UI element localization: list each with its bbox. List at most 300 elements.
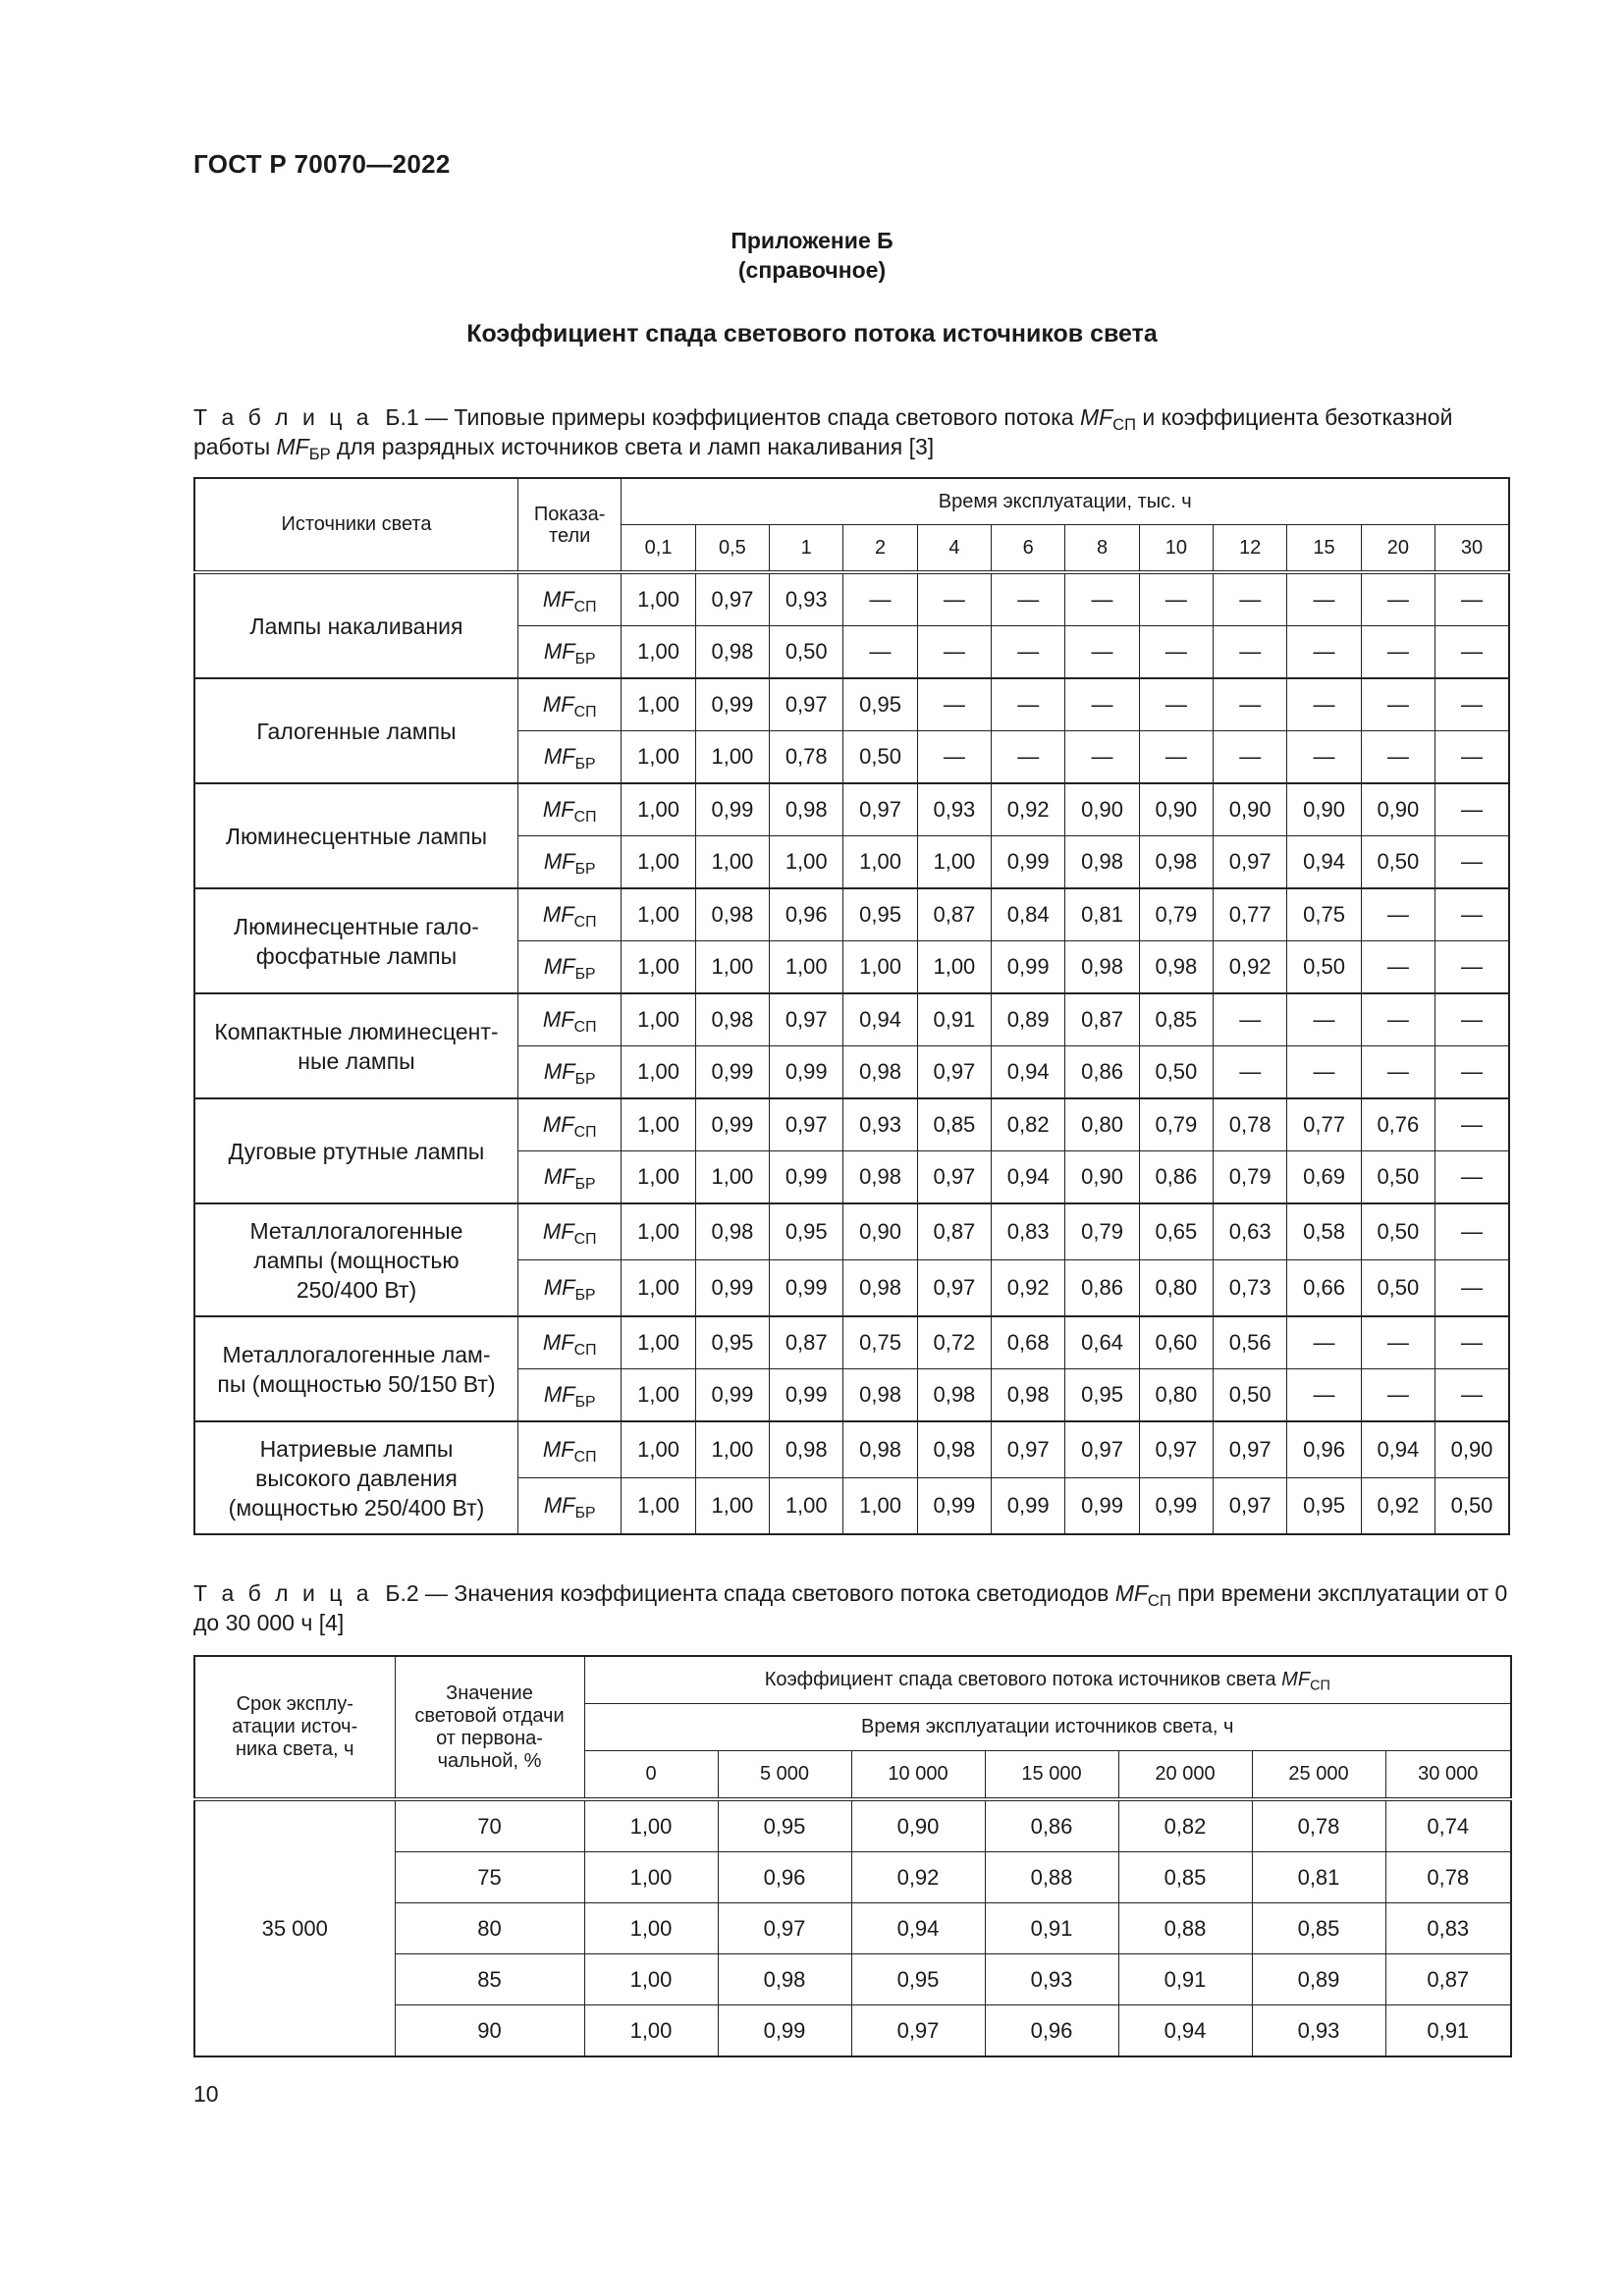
- value-cell: 0,98: [843, 1369, 917, 1422]
- value-cell: 0,50: [1361, 1151, 1435, 1204]
- value-cell: 0,97: [992, 1421, 1065, 1478]
- value-cell: 1,00: [622, 1369, 695, 1422]
- value-cell: 0,50: [843, 731, 917, 784]
- mf-symbol: MF: [543, 1275, 575, 1300]
- value-cell: 0,66: [1287, 1260, 1361, 1317]
- value-cell: —: [1361, 888, 1435, 941]
- value-cell: —: [1435, 993, 1509, 1046]
- source-cell: Компактные люминесцент- ные лампы: [194, 993, 517, 1098]
- mf-subscript: СП: [573, 1341, 597, 1359]
- value-cell: —: [1361, 731, 1435, 784]
- mf-symbol: MF: [1079, 404, 1113, 430]
- table-row: [194, 783, 1509, 836]
- value-cell: 0,95: [695, 1316, 769, 1369]
- value-cell: —: [992, 731, 1065, 784]
- value-cell: 0,97: [1214, 1478, 1287, 1535]
- value-cell: 0,75: [843, 1316, 917, 1369]
- value-cell: 0,88: [985, 1852, 1118, 1903]
- value-cell: 1,00: [695, 941, 769, 994]
- value-cell: 1,00: [622, 783, 695, 836]
- time-header-cell: 15: [1287, 525, 1361, 573]
- value-cell: 0,95: [843, 888, 917, 941]
- value-cell: 0,82: [992, 1098, 1065, 1151]
- table-row: [194, 678, 1509, 731]
- indicator-cell: [517, 1316, 621, 1369]
- value-cell: 0,86: [1065, 1046, 1139, 1099]
- value-cell: 0,96: [1287, 1421, 1361, 1478]
- mf-symbol: MF: [542, 1330, 574, 1355]
- mf-symbol: MF: [542, 1437, 574, 1462]
- value-cell: 0,98: [1065, 836, 1139, 889]
- time-header-cell: 5 000: [718, 1751, 851, 1800]
- value-cell: —: [1435, 572, 1509, 626]
- indicator-cell: [517, 1478, 621, 1535]
- mf-subscript: БР: [308, 444, 331, 463]
- value-cell: —: [1287, 1316, 1361, 1369]
- value-cell: 0,90: [1435, 1421, 1509, 1478]
- value-cell: —: [1361, 1369, 1435, 1422]
- value-cell: 0,91: [985, 1903, 1118, 1954]
- value-cell: —: [1139, 626, 1213, 679]
- value-cell: 0,78: [1214, 1098, 1287, 1151]
- mf-subscript: СП: [573, 1018, 597, 1036]
- value-cell: 0,97: [1214, 836, 1287, 889]
- time-header-cell: 20: [1361, 525, 1435, 573]
- value-cell: —: [843, 626, 917, 679]
- value-cell: 0,84: [992, 888, 1065, 941]
- value-cell: 0,99: [992, 836, 1065, 889]
- time-header-cell: 30 000: [1385, 1751, 1511, 1800]
- mf-subscript: БР: [574, 1393, 596, 1411]
- appendix-title: Коэффициент спада светового потока источников света: [466, 320, 1158, 347]
- value-cell: 0,93: [917, 783, 991, 836]
- indicator-cell: [517, 941, 621, 994]
- value-cell: 0,92: [1361, 1478, 1435, 1535]
- caption-text: и коэффициента безотказной работы: [193, 404, 1453, 459]
- value-cell: 0,99: [695, 1260, 769, 1317]
- value-cell: 0,97: [770, 678, 843, 731]
- value-cell: —: [1065, 678, 1139, 731]
- value-cell: —: [1214, 731, 1287, 784]
- mf-subscript: СП: [573, 808, 597, 826]
- indicator-cell: [517, 1260, 621, 1317]
- table-row: [194, 1203, 1509, 1260]
- value-cell: 1,00: [584, 1852, 718, 1903]
- value-cell: 0,86: [1065, 1260, 1139, 1317]
- mf-symbol: MF: [1281, 1669, 1311, 1690]
- table-row: [194, 572, 1509, 626]
- value-cell: 0,92: [1214, 941, 1287, 994]
- value-cell: 0,98: [1139, 836, 1213, 889]
- value-cell: —: [1435, 888, 1509, 941]
- value-cell: 0,78: [1385, 1852, 1511, 1903]
- value-cell: 0,97: [917, 1260, 991, 1317]
- time-header-cell: 6: [992, 525, 1065, 573]
- value-cell: 0,97: [843, 783, 917, 836]
- value-cell: 0,98: [917, 1421, 991, 1478]
- time-header-cell: 10 000: [851, 1751, 985, 1800]
- source-cell: Дуговые ртутные лампы: [194, 1098, 517, 1203]
- value-cell: 0,93: [985, 1954, 1118, 2005]
- value-cell: 1,00: [622, 1046, 695, 1099]
- value-cell: 0,92: [992, 1260, 1065, 1317]
- value-cell: —: [1287, 1046, 1361, 1099]
- value-cell: 1,00: [770, 941, 843, 994]
- mf-symbol: MF: [542, 797, 574, 822]
- value-cell: 0,78: [1252, 1799, 1385, 1852]
- value-cell: 0,98: [843, 1046, 917, 1099]
- value-cell: 0,98: [1065, 941, 1139, 994]
- value-cell: 0,98: [770, 783, 843, 836]
- value-cell: 0,50: [1287, 941, 1361, 994]
- value-cell: 0,81: [1252, 1852, 1385, 1903]
- value-cell: 0,98: [843, 1260, 917, 1317]
- mf-subscript: СП: [573, 703, 597, 721]
- value-cell: 0,97: [917, 1151, 991, 1204]
- value-cell: —: [1287, 993, 1361, 1046]
- value-cell: 0,99: [992, 941, 1065, 994]
- value-cell: —: [1435, 1151, 1509, 1204]
- value-cell: —: [1361, 993, 1435, 1046]
- value-cell: —: [1435, 678, 1509, 731]
- source-cell: Металлогалогенные лам- пы (мощностью 50/150 Вт): [194, 1316, 517, 1421]
- value-cell: —: [1214, 993, 1287, 1046]
- value-cell: 1,00: [622, 572, 695, 626]
- value-cell: —: [1361, 1046, 1435, 1099]
- value-cell: 0,99: [695, 1098, 769, 1151]
- indicator-cell: [517, 836, 621, 889]
- value-cell: 0,69: [1287, 1151, 1361, 1204]
- mf-symbol: MF: [276, 434, 309, 459]
- value-cell: 0,68: [992, 1316, 1065, 1369]
- value-cell: 0,83: [1385, 1903, 1511, 1954]
- value-cell: 0,90: [1361, 783, 1435, 836]
- value-cell: 0,91: [1118, 1954, 1252, 2005]
- mf-subscript: БР: [574, 1504, 596, 1522]
- time-header-cell: 2: [843, 525, 917, 573]
- indicator-cell: [517, 888, 621, 941]
- value-cell: 0,50: [1361, 1203, 1435, 1260]
- value-cell: 0,64: [1065, 1316, 1139, 1369]
- value-cell: 1,00: [917, 836, 991, 889]
- value-cell: 0,94: [1287, 836, 1361, 889]
- value-cell: —: [1287, 678, 1361, 731]
- value-cell: 0,96: [770, 888, 843, 941]
- value-cell: 0,94: [843, 993, 917, 1046]
- value-cell: 1,00: [622, 888, 695, 941]
- output-cell: 80: [395, 1903, 584, 1954]
- time-header-cell: 0,1: [622, 525, 695, 573]
- table-row: [194, 1316, 1509, 1369]
- value-cell: 1,00: [622, 1203, 695, 1260]
- value-cell: —: [1435, 1203, 1509, 1260]
- appendix-kind: (справочное): [737, 257, 887, 283]
- value-cell: 0,90: [1139, 783, 1213, 836]
- value-cell: —: [1435, 626, 1509, 679]
- value-cell: 0,94: [992, 1046, 1065, 1099]
- value-cell: 1,00: [695, 1421, 769, 1478]
- value-cell: 0,79: [1214, 1151, 1287, 1204]
- value-cell: —: [1287, 572, 1361, 626]
- value-cell: —: [1214, 572, 1287, 626]
- value-cell: —: [917, 626, 991, 679]
- value-cell: —: [1435, 941, 1509, 994]
- value-cell: —: [1435, 1260, 1509, 1317]
- value-cell: —: [1361, 626, 1435, 679]
- time-header-cell: 10: [1139, 525, 1213, 573]
- mf-subscript: СП: [573, 598, 597, 615]
- output-cell: 85: [395, 1954, 584, 2005]
- time-header-cell: 15 000: [985, 1751, 1118, 1800]
- value-cell: 0,77: [1214, 888, 1287, 941]
- page-number: 10: [193, 2081, 219, 2107]
- value-cell: 0,50: [1214, 1369, 1287, 1422]
- value-cell: 0,63: [1214, 1203, 1287, 1260]
- value-cell: 1,00: [843, 836, 917, 889]
- mf-subscript: БР: [574, 650, 596, 667]
- mf-subscript: БР: [574, 755, 596, 773]
- value-cell: 0,98: [992, 1369, 1065, 1422]
- value-cell: 0,65: [1139, 1203, 1213, 1260]
- value-cell: —: [1287, 626, 1361, 679]
- column-header-time: Время эксплуатации, тыс. ч: [622, 478, 1509, 525]
- value-cell: 0,99: [770, 1151, 843, 1204]
- value-cell: 1,00: [843, 941, 917, 994]
- mf-symbol: MF: [543, 1059, 575, 1084]
- indicator-cell: [517, 678, 621, 731]
- value-cell: 0,79: [1139, 1098, 1213, 1151]
- value-cell: 0,94: [992, 1151, 1065, 1204]
- table-row: [194, 888, 1509, 941]
- value-cell: 0,94: [1361, 1421, 1435, 1478]
- value-cell: 1,00: [622, 1260, 695, 1317]
- table-b1: [193, 477, 1510, 1535]
- table-row: [194, 1098, 1509, 1151]
- value-cell: 1,00: [695, 836, 769, 889]
- caption-text: для разрядных источников света и ламп накаливания [3]: [330, 434, 935, 459]
- value-cell: 0,98: [695, 1203, 769, 1260]
- indicator-cell: [517, 1203, 621, 1260]
- value-cell: —: [1139, 572, 1213, 626]
- value-cell: 0,79: [1139, 888, 1213, 941]
- value-cell: 0,99: [1065, 1478, 1139, 1535]
- value-cell: 0,58: [1287, 1203, 1361, 1260]
- value-cell: 0,86: [1139, 1151, 1213, 1204]
- column-header-life: Срок эксплу- атации источ- ника света, ч: [194, 1656, 395, 1799]
- value-cell: 0,90: [843, 1203, 917, 1260]
- source-cell: Лампы накаливания: [194, 572, 517, 678]
- value-cell: 0,91: [1385, 2005, 1511, 2057]
- mf-subscript: СП: [573, 1448, 597, 1466]
- value-cell: 0,99: [770, 1260, 843, 1317]
- value-cell: —: [1361, 941, 1435, 994]
- value-cell: 0,92: [851, 1852, 985, 1903]
- value-cell: 0,98: [695, 626, 769, 679]
- value-cell: —: [1065, 626, 1139, 679]
- indicator-cell: [517, 1046, 621, 1099]
- value-cell: 0,98: [843, 1421, 917, 1478]
- value-cell: —: [1214, 1046, 1287, 1099]
- value-cell: 1,00: [695, 1151, 769, 1204]
- table-row: [194, 1421, 1509, 1478]
- value-cell: —: [992, 678, 1065, 731]
- value-cell: —: [1435, 783, 1509, 836]
- source-cell: Люминесцентные лампы: [194, 783, 517, 888]
- value-cell: —: [1065, 572, 1139, 626]
- indicator-cell: [517, 626, 621, 679]
- column-header-source: Источники света: [194, 478, 517, 572]
- caption-text: — Значения коэффициента спада светового потока светодиодов: [418, 1580, 1115, 1606]
- value-cell: 0,50: [770, 626, 843, 679]
- value-cell: —: [917, 731, 991, 784]
- value-cell: 0,97: [1065, 1421, 1139, 1478]
- indicator-cell: [517, 783, 621, 836]
- value-cell: 0,98: [843, 1151, 917, 1204]
- value-cell: 0,92: [992, 783, 1065, 836]
- value-cell: 0,72: [917, 1316, 991, 1369]
- value-cell: 0,90: [1065, 783, 1139, 836]
- output-cell: 70: [395, 1799, 584, 1852]
- value-cell: 0,97: [770, 993, 843, 1046]
- value-cell: 0,95: [770, 1203, 843, 1260]
- mf-symbol: MF: [543, 744, 575, 769]
- output-cell: 90: [395, 2005, 584, 2057]
- table-number: Б.2: [385, 1580, 419, 1606]
- table-label: Т а б л и ц а: [193, 1580, 373, 1606]
- value-cell: 0,83: [992, 1203, 1065, 1260]
- value-cell: 0,81: [1065, 888, 1139, 941]
- value-cell: 0,74: [1385, 1799, 1511, 1852]
- mf-subscript: БР: [574, 860, 596, 878]
- value-cell: 0,77: [1287, 1098, 1361, 1151]
- value-cell: 0,98: [1139, 941, 1213, 994]
- value-cell: —: [1361, 678, 1435, 731]
- value-cell: 0,88: [1118, 1903, 1252, 1954]
- value-cell: —: [1435, 836, 1509, 889]
- value-cell: 0,97: [917, 1046, 991, 1099]
- column-header-output: Значение световой отдачи от первона- чальной, %: [395, 1656, 584, 1799]
- value-cell: 0,98: [917, 1369, 991, 1422]
- table-number: Б.1: [385, 404, 419, 430]
- mf-symbol: MF: [543, 954, 575, 979]
- value-cell: 0,95: [1287, 1478, 1361, 1535]
- table1-caption: [193, 402, 1509, 461]
- source-cell: Люминесцентные гало- фосфатные лампы: [194, 888, 517, 993]
- value-cell: 0,56: [1214, 1316, 1287, 1369]
- appendix-label: Приложение Б: [731, 228, 893, 253]
- value-cell: 0,60: [1139, 1316, 1213, 1369]
- mf-subscript: БР: [574, 1070, 596, 1088]
- value-cell: —: [1214, 626, 1287, 679]
- indicator-cell: [517, 993, 621, 1046]
- value-cell: 0,93: [843, 1098, 917, 1151]
- value-cell: 0,99: [695, 783, 769, 836]
- value-cell: 1,00: [622, 993, 695, 1046]
- value-cell: 1,00: [917, 941, 991, 994]
- value-cell: 0,85: [1252, 1903, 1385, 1954]
- value-cell: 1,00: [622, 1098, 695, 1151]
- mf-symbol: MF: [542, 1219, 574, 1244]
- caption-text: при времени эксплуатации от 0 до 30 000 ч [4]: [193, 1580, 1508, 1635]
- mf-symbol: MF: [542, 902, 574, 927]
- value-cell: 0,80: [1139, 1260, 1213, 1317]
- value-cell: —: [1435, 1316, 1509, 1369]
- source-cell: Галогенные лампы: [194, 678, 517, 783]
- value-cell: 0,95: [843, 678, 917, 731]
- value-cell: 1,00: [695, 1478, 769, 1535]
- mf-symbol: MF: [1114, 1580, 1148, 1606]
- value-cell: —: [1139, 731, 1213, 784]
- value-cell: 0,79: [1065, 1203, 1139, 1260]
- value-cell: 0,97: [695, 572, 769, 626]
- value-cell: 0,80: [1139, 1369, 1213, 1422]
- mf-symbol: MF: [542, 1112, 574, 1137]
- life-cell: 35 000: [194, 1799, 395, 2056]
- value-cell: 0,99: [1139, 1478, 1213, 1535]
- value-cell: 0,99: [695, 1369, 769, 1422]
- column-header-indicator: Показа- тели: [517, 478, 621, 572]
- value-cell: —: [1435, 731, 1509, 784]
- value-cell: 0,87: [1065, 993, 1139, 1046]
- value-cell: 1,00: [584, 1954, 718, 2005]
- mf-subscript: СП: [573, 1123, 597, 1141]
- value-cell: —: [843, 572, 917, 626]
- value-cell: 0,50: [1139, 1046, 1213, 1099]
- mf-subscript: СП: [1112, 414, 1136, 434]
- value-cell: 0,90: [1287, 783, 1361, 836]
- value-cell: 1,00: [622, 1316, 695, 1369]
- value-cell: 0,96: [718, 1852, 851, 1903]
- value-cell: 0,80: [1065, 1098, 1139, 1151]
- value-cell: 1,00: [695, 731, 769, 784]
- value-cell: 0,90: [1065, 1151, 1139, 1204]
- mf-subscript: БР: [574, 965, 596, 983]
- value-cell: —: [1287, 731, 1361, 784]
- value-cell: —: [992, 572, 1065, 626]
- mf-symbol: MF: [543, 1164, 575, 1189]
- value-cell: 0,78: [770, 731, 843, 784]
- value-cell: 0,87: [770, 1316, 843, 1369]
- indicator-cell: [517, 1421, 621, 1478]
- source-cell: Натриевые лампы высокого давления (мощностью 250/400 Вт): [194, 1421, 517, 1534]
- value-cell: 1,00: [584, 2005, 718, 2057]
- value-cell: 1,00: [622, 836, 695, 889]
- time-header-cell: 25 000: [1252, 1751, 1385, 1800]
- value-cell: 0,87: [917, 1203, 991, 1260]
- mf-subscript: СП: [1147, 1590, 1171, 1610]
- value-cell: —: [1361, 1316, 1435, 1369]
- value-cell: —: [992, 626, 1065, 679]
- value-cell: 1,00: [622, 1421, 695, 1478]
- value-cell: —: [1435, 1046, 1509, 1099]
- value-cell: 0,94: [1118, 2005, 1252, 2057]
- column-header-time: Время эксплуатации источников света, ч: [584, 1704, 1511, 1751]
- mf-symbol: MF: [543, 639, 575, 664]
- value-cell: 0,50: [1361, 836, 1435, 889]
- value-cell: —: [1214, 678, 1287, 731]
- value-cell: 0,97: [718, 1903, 851, 1954]
- value-cell: 0,85: [917, 1098, 991, 1151]
- value-cell: —: [1287, 1369, 1361, 1422]
- value-cell: 1,00: [584, 1799, 718, 1852]
- value-cell: 0,75: [1287, 888, 1361, 941]
- value-cell: 0,99: [992, 1478, 1065, 1535]
- caption-text: — Типовые примеры коэффициентов спада светового потока: [418, 404, 1080, 430]
- value-cell: 0,90: [851, 1799, 985, 1852]
- time-header-cell: 30: [1435, 525, 1509, 573]
- mf-symbol: MF: [543, 1493, 575, 1518]
- time-header-cell: 0: [584, 1751, 718, 1800]
